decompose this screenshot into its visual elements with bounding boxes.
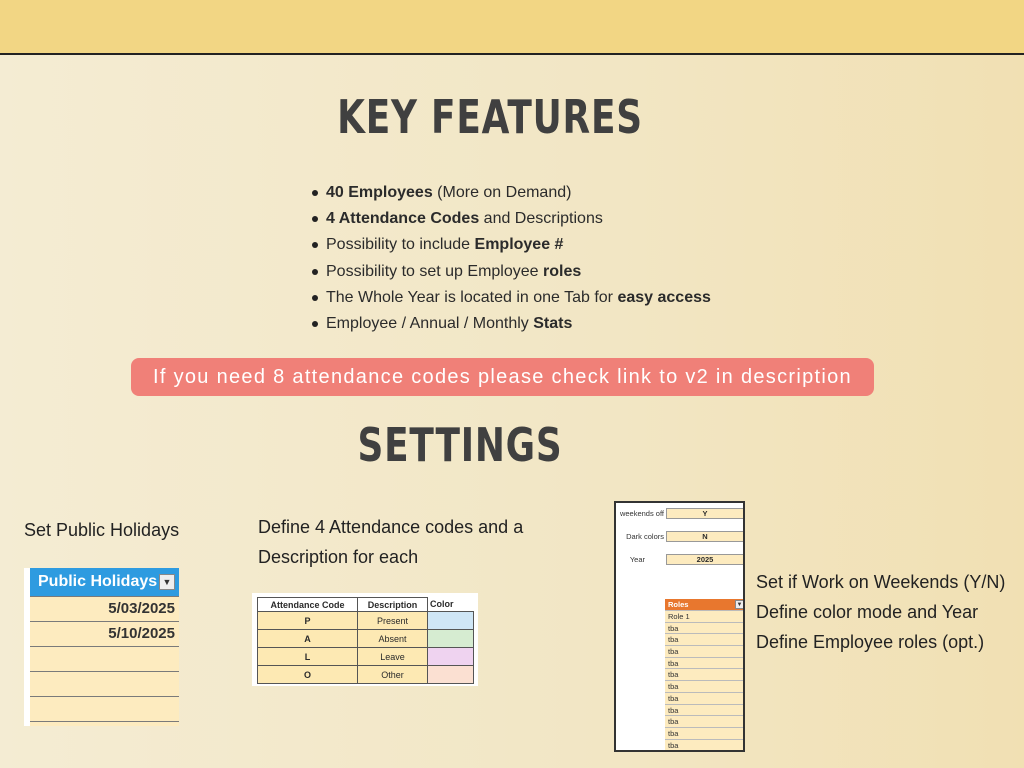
role-cell[interactable]: tba [665,692,745,704]
code-cell[interactable]: L [258,648,358,666]
code-cell[interactable]: A [258,630,358,648]
key-features-title: KEY FEATURES [337,90,643,144]
feature-item: The Whole Year is located in one Tab for easy access [312,285,711,311]
dark-colors-value-cell[interactable]: N [666,531,744,542]
code-cell[interactable]: P [258,612,358,630]
attendance-codes-table [257,597,474,684]
column-header: Description [358,598,428,612]
filter-dropdown-icon[interactable]: ▼ [159,574,175,590]
settings-sheet [614,501,745,752]
role-cell[interactable]: tba [665,739,745,751]
roles-header[interactable]: Roles ▼ [665,599,745,610]
year-value-cell[interactable]: 2025 [666,554,744,565]
feature-item: Employee / Annual / Monthly Stats [312,311,711,337]
table-row [258,666,474,684]
dark-colors-label: Dark colors [626,532,664,541]
attendance-codes-caption: Define 4 Attendance codes and a Description for each [258,517,524,567]
feature-item: 4 Attendance Codes and Descriptions [312,206,711,232]
weekends-label: weekends off [619,509,664,518]
column-header: Attendance Code [258,598,358,612]
feature-item: 40 Employees (More on Demand) [312,180,711,206]
role-cell[interactable]: tba [665,680,745,692]
year-label: Year [629,555,645,564]
v2-notice-banner: If you need 8 attendance codes please check link to v2 in description [131,358,874,396]
feature-item: Possibility to include Employee # [312,232,711,258]
role-cell[interactable]: tba [665,622,745,634]
role-cell[interactable]: tba [665,704,745,716]
roles-list [665,599,745,750]
role-cell[interactable]: tba [665,633,745,645]
description-cell[interactable]: Leave [358,648,428,666]
column-header: Color [428,598,474,612]
color-cell[interactable] [428,630,474,648]
settings-title: SETTINGS [357,418,563,472]
table-row [258,612,474,630]
description-cell[interactable]: Absent [358,630,428,648]
description-cell[interactable]: Other [358,666,428,684]
color-cell[interactable] [428,666,474,684]
role-cell[interactable]: Role 1 [665,610,745,622]
table-row [258,648,474,666]
role-cell[interactable]: tba [665,727,745,739]
holiday-cell[interactable] [30,646,179,671]
top-bar [0,0,1024,55]
holiday-cell[interactable] [30,696,179,721]
role-cell[interactable]: tba [665,715,745,727]
role-cell[interactable]: tba [665,668,745,680]
public-holidays-header[interactable]: Public Holidays ▼ [30,568,179,596]
role-cell[interactable]: tba [665,645,745,657]
feature-item: Possibility to set up Employee roles [312,259,711,285]
holiday-cell[interactable]: 5/10/2025 [30,621,179,646]
attendance-codes-sheet [252,593,478,686]
color-cell[interactable] [428,648,474,666]
filter-dropdown-icon[interactable]: ▼ [736,602,743,608]
holiday-cell[interactable] [30,671,179,696]
features-list [312,180,711,337]
settings-caption: Set if Work on Weekends (Y/N) Define color mode and Year Define Employee roles (opt.) [756,572,1006,652]
public-holidays-sheet [24,568,179,726]
table-row [258,630,474,648]
color-cell[interactable] [428,612,474,630]
weekends-value-cell[interactable]: Y [666,508,744,519]
code-cell[interactable]: O [258,666,358,684]
holiday-cell[interactable]: 5/03/2025 [30,596,179,621]
role-cell[interactable]: tba [665,657,745,669]
description-cell[interactable]: Present [358,612,428,630]
holiday-cell[interactable] [30,721,179,726]
public-holidays-caption: Set Public Holidays [24,520,180,540]
